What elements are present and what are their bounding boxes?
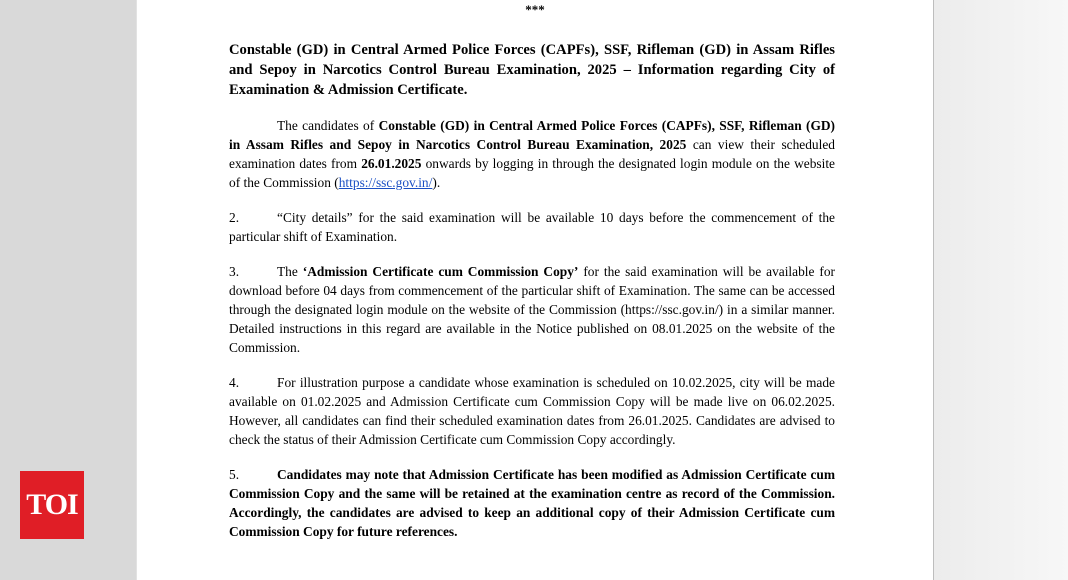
para4-number: 4. xyxy=(229,375,240,390)
paragraph-2 xyxy=(229,208,835,246)
document-page xyxy=(136,0,934,580)
right-background-pane xyxy=(933,0,1068,580)
notice-title: Constable (GD) in Central Armed Police Forces (CAPFs), SSF, Rifleman (GD) in Assam Rifles and Sepoy in Narcotics Control Bureau Examination, 2025 – Information regarding City of Examination & Admission Certificate. xyxy=(229,42,835,98)
notice-body xyxy=(229,40,835,557)
para1-date: 26.01.2025 xyxy=(361,156,422,171)
para2-text: “City details” for the said examination will be available 10 days before the commencement of the particular shift of Examination. xyxy=(229,210,835,244)
ssc-website-link[interactable]: https://ssc.gov.in/ xyxy=(338,175,433,190)
para5-text: Candidates may note that Admission Certificate has been modified as Admission Certificate cum Commission Copy and the same will be retained at the examination centre as record of the Commission. Accordingly, the candidates are advised to keep an additional copy of their Admission Certificate cum Commission Copy for future references. xyxy=(229,467,835,539)
para3-number: 3. xyxy=(229,264,240,279)
paragraph-4 xyxy=(229,373,835,449)
para3-bold: ‘Admission Certificate cum Commission Copy’ xyxy=(302,264,579,279)
paragraph-5 xyxy=(229,465,835,541)
para3-prefix: The xyxy=(277,264,303,279)
toi-logo: TOI xyxy=(20,471,84,539)
para2-number: 2. xyxy=(229,210,240,225)
para1-after: onwards by logging in through the designated login module on the website of the Commission ( xyxy=(229,156,835,190)
para1-bold-exam-name: Constable (GD) in Central Armed Police Forces (CAPFs), SSF, Rifleman (GD) in Assam Rifles and Sepoy in Narcotics Control Bureau Examination, 2025 xyxy=(229,118,836,152)
para1-mid: can view their scheduled examination dates from xyxy=(229,137,835,171)
para1-end: ). xyxy=(432,175,441,190)
separator-stars: *** xyxy=(525,2,545,17)
para5-number: 5. xyxy=(229,467,240,482)
para4-text: For illustration purpose a candidate whose examination is scheduled on 10.02.2025, city will be made available on 01.02.2025 and Admission Certificate cum Commission Copy will be made live on 06.02.2025. However, all candidates can find their scheduled examination dates from 26.01.2025. Candidates are advised to check the status of their Admission Certificate cum Commission Copy accordingly. xyxy=(229,375,835,447)
para3-text: for the said examination will be available for download before 04 days from commencement of the particular shift of Examination. The same can be accessed through the designated login module on the website of the Commission (https://ssc.gov.in/) in a similar manner. Detailed instructions in this regard are available in the Notice published on 08.01.2025 on the website of the Commission. xyxy=(229,264,836,355)
paragraph-3 xyxy=(229,262,835,357)
para1-prefix: The candidates of xyxy=(277,118,379,133)
paragraph-1 xyxy=(229,116,835,192)
